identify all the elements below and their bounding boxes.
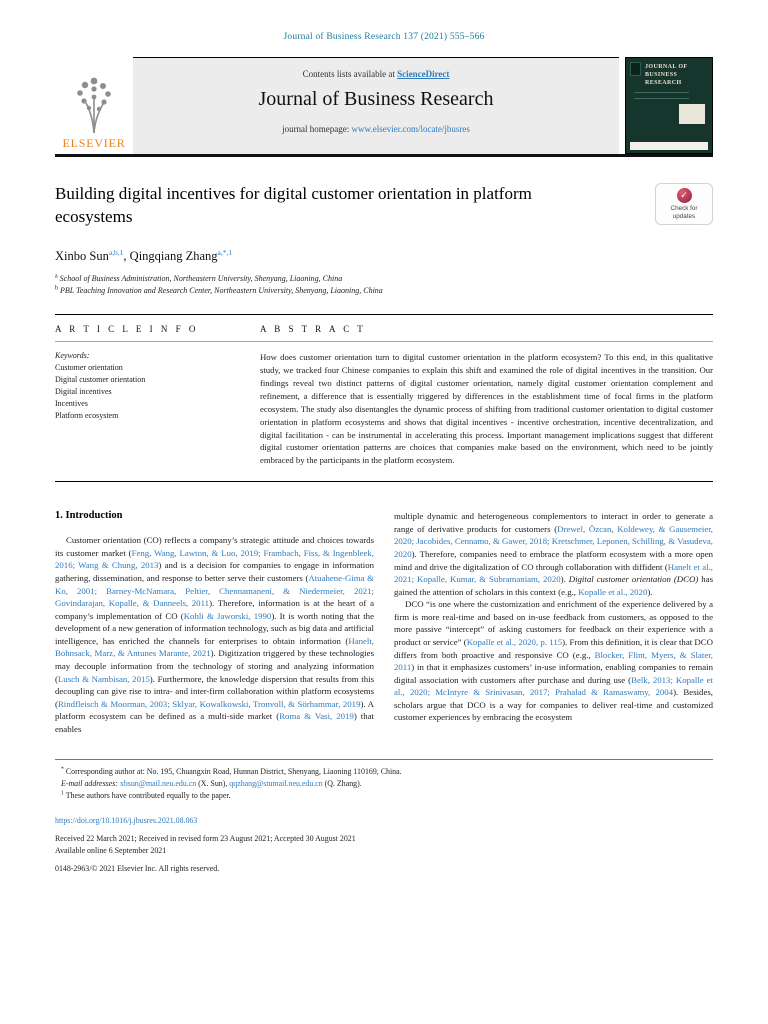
text-span: , Qingqiang Zhang bbox=[123, 248, 218, 263]
contents-line bbox=[133, 69, 619, 79]
text-span: Digital customer orientation (DCO) bbox=[568, 574, 699, 585]
text-span: (Q. Zhang). bbox=[322, 779, 362, 789]
inline-link[interactable]: Feng, Wang, Lawton, & Luo, 2019; Frambach, Fiss, & Ingenbleek, 2016; Wang & Chung, 2013 bbox=[55, 547, 375, 571]
inline-link[interactable]: Roma & Vasi, 2019 bbox=[279, 711, 354, 722]
journal-header-banner bbox=[55, 57, 713, 157]
keyword: Platform ecosystem bbox=[55, 411, 119, 421]
inline-link[interactable]: Blocker, Flint, Myers, & Slater, 2011 bbox=[394, 649, 713, 673]
inline-link[interactable]: Hanelt et al., 2021; Kopalle, Kumar, & Subramaniam, 2020 bbox=[394, 561, 713, 585]
inline-link[interactable]: Lusch & Nambisan, 2015 bbox=[57, 673, 150, 684]
sciencedirect-link[interactable]: ScienceDirect bbox=[397, 69, 450, 79]
cover-barcode bbox=[679, 104, 705, 124]
text-span: (X. Sun), bbox=[196, 779, 230, 789]
footnotes bbox=[55, 766, 713, 802]
keyword: Customer orientation bbox=[55, 363, 123, 373]
text-span: ) in that it emphasizes customers’ in-use information, enabling companies to remain digital association with customers after purchase and during use ( bbox=[394, 662, 713, 685]
affiliation-b bbox=[55, 285, 713, 297]
available-online: Available online 6 September 2021 bbox=[55, 845, 167, 855]
text-span: ). bbox=[647, 586, 653, 597]
abstract-heading: A B S T R A C T bbox=[260, 324, 366, 335]
cover-title: JOURNAL OF BUSINESS RESEARCH bbox=[645, 64, 688, 86]
text-span: ). A platform ecosystem can be defined as a multi-side market ( bbox=[55, 698, 374, 722]
intro-paragraph bbox=[55, 534, 374, 735]
text-span: multiple dynamic and heterogeneous complementors to interact in order to generate a range of derivative products for customers ( bbox=[394, 511, 713, 534]
inline-link[interactable]: Kopalle et al., 2020, p. 115 bbox=[466, 636, 563, 647]
inline-link[interactable]: Belk, 2013; Kopalle et al., 2020; McIntyre & Srinivasan, 2017; Prahalad & Ramaswamy, 2004 bbox=[394, 674, 713, 698]
article-title: Building digital incentives for digital customer orientation in platform ecosystems bbox=[55, 184, 532, 226]
journal-homepage-link[interactable]: www.elsevier.com/locate/jbusres bbox=[351, 124, 470, 134]
text-span: E-mail addresses: bbox=[61, 779, 120, 789]
inline-link[interactable]: Atuahene-Gima & Ko, 2001; Barney-McNamara, Peltier, Chennamaneni, & Niedermeier, 2021; Govindarajan, Kopalle, & Danneels, 2011 bbox=[55, 572, 374, 609]
text-span: ). bbox=[560, 574, 569, 585]
journal-cover-thumbnail bbox=[625, 57, 713, 154]
elsevier-logo bbox=[55, 57, 133, 154]
text-span: ). Digitization triggered by these technologies may decouple information from the technology of storing and analyzing information ( bbox=[55, 648, 374, 684]
intro-paragraph bbox=[394, 510, 713, 598]
keyword: Digital incentives bbox=[55, 387, 112, 397]
keyword: Digital customer orientation bbox=[55, 375, 146, 385]
cover-logo-icon bbox=[630, 62, 641, 76]
text-span: DCO “is one where the customization and enrichment of the experience delivered by a firm is more real-time and based on in-use feedback from customers, as opposed to the more passive “intercept” of asking customers for feedback on their experience with a product or service” ( bbox=[394, 599, 713, 647]
intro-paragraph bbox=[394, 598, 713, 724]
text-span: ). Besides, scholars argue that DCO is a way for companies to deliver real-time and customized customer experiences by embracing the ecosystem bbox=[394, 687, 713, 723]
cover-decoration-line bbox=[634, 92, 689, 93]
contents-prefix: Contents lists available at bbox=[302, 69, 398, 79]
title-row bbox=[55, 183, 713, 229]
text-span: ) and is a decision for companies to engage in information gathering, dissemination, and response to better serve their customers ( bbox=[55, 560, 374, 583]
left-column bbox=[55, 510, 374, 735]
text-span: These authors have contributed equally to the paper. bbox=[63, 791, 231, 801]
inline-link[interactable]: Kopalle et al., 2020 bbox=[578, 586, 648, 597]
inline-link[interactable]: Rindfleisch & Moorman, 2003; Sklyar, Kowalkowski, Tronvoll, & Sörhammar, 2019 bbox=[57, 698, 361, 709]
keyword: Incentives bbox=[55, 399, 88, 409]
homepage-prefix: journal homepage: bbox=[282, 124, 352, 134]
crossmark-icon: ✓ bbox=[677, 188, 692, 203]
equal-contribution-note bbox=[55, 790, 713, 802]
text-span: ) that enables bbox=[55, 711, 374, 734]
text-span: ). It is worth noting that the development of a new generation of information technology, such as big data and artificial intelligence, has enriched the channels for enterprises to obtain information ( bbox=[55, 610, 374, 646]
article-info-abstract-section bbox=[55, 314, 713, 482]
inline-link[interactable]: Kohli & Jaworski, 1990 bbox=[183, 610, 272, 621]
text-span: School of Business Administration, Northeastern University, Shenyang, Liaoning, China bbox=[57, 273, 343, 283]
elsevier-wordmark: ELSEVIER bbox=[62, 136, 126, 150]
section-heading: 1. Introduction bbox=[55, 510, 123, 522]
inline-link[interactable]: qqzhang@stumail.neu.edu.cn bbox=[229, 779, 323, 789]
inline-link[interactable]: Hanelt, Bohnsack, Marz, & Antunes Marante, 2021 bbox=[55, 635, 374, 659]
text-span: ). Furthermore, the knowledge dispersion that results from this decoupling can give rise to intra- and inter-firm collaboration within platform ecosystems ( bbox=[55, 673, 374, 709]
inline-link[interactable]: xbsun@mail.neu.edu.cn bbox=[119, 779, 197, 789]
affiliation-a bbox=[55, 273, 713, 285]
text-span: ). From this definition, it is clear that DCO differs from both proactive and responsive CO (e.g., bbox=[394, 636, 713, 660]
cover-footer-strip bbox=[630, 142, 708, 150]
info-abstract-body bbox=[55, 351, 713, 467]
check-badge-label: Check for updates bbox=[670, 205, 698, 220]
doi-link[interactable]: https://doi.org/10.1016/j.jbusres.2021.08.063 bbox=[55, 816, 198, 826]
inline-link[interactable]: a,b,1 bbox=[108, 247, 124, 257]
journal-ref: Journal of Business Research 137 (2021) 555–566 bbox=[283, 32, 485, 42]
elsevier-tree-icon bbox=[71, 75, 117, 135]
text-span: PBL Teaching Innovation and Research Center, Northeastern University, Shenyang, Liaoning, China bbox=[58, 285, 383, 295]
homepage-line bbox=[133, 124, 619, 134]
text-span: b bbox=[55, 285, 58, 292]
journal-banner-center bbox=[133, 57, 619, 154]
issn-copyright: 0148-2963/© 2021 Elsevier Inc. All rights reserved. bbox=[55, 863, 220, 873]
text-span: has gained the attention of scholars in this context (e.g., bbox=[394, 574, 713, 597]
abstract-block bbox=[260, 351, 713, 467]
keywords-label: Keywords: bbox=[55, 351, 90, 361]
text-span: * bbox=[61, 766, 64, 773]
inline-link[interactable]: Drewel, Özcan, Koldewey, & Gausemeier, 2020; Jacobides, Cennamo, & Gawer, 2018; Kretschmer, Leponen, Schilling, & Vasudeva, 2020 bbox=[394, 523, 713, 559]
corresponding-author-note bbox=[55, 766, 713, 778]
text-span: 1 bbox=[61, 790, 64, 797]
article-info-heading: A R T I C L E I N F O bbox=[55, 324, 199, 335]
cover-decoration-line bbox=[634, 98, 689, 99]
journal-title: Journal of Business Research bbox=[258, 88, 494, 110]
affiliations bbox=[55, 273, 713, 298]
inline-link[interactable]: a,*,1 bbox=[217, 247, 233, 257]
header-divider bbox=[55, 341, 713, 342]
text-span: Corresponding author at: No. 195, Chuangxin Road, Hunnan District, Shenyang, Liaoning 110169, China. bbox=[63, 767, 402, 777]
text-span: Xinbo Sun bbox=[55, 248, 109, 263]
author-line bbox=[55, 249, 713, 264]
text-span: a bbox=[55, 272, 58, 279]
check-for-updates-badge[interactable] bbox=[655, 183, 713, 225]
text-span: ). Therefore, information is at the heart of a company’s implementation of CO ( bbox=[55, 598, 374, 621]
footnote-divider bbox=[55, 759, 713, 760]
right-column bbox=[394, 510, 713, 735]
section-headers bbox=[55, 324, 713, 334]
keywords-block bbox=[55, 351, 230, 467]
introduction-section bbox=[55, 510, 713, 735]
article-history-block bbox=[55, 815, 713, 874]
email-addresses-note bbox=[55, 778, 713, 790]
received-dates: Received 22 March 2021; Received in revised form 23 August 2021; Accepted 30 August 2021 bbox=[55, 833, 356, 843]
text-span: Customer orientation (CO) reflects a company’s strategic attitude and choices towards its customer market ( bbox=[55, 535, 374, 558]
abstract-text: How does customer orientation turn to digital customer orientation in the platform ecosystem? To this end, in this qualitative study, we tracked four Chinese companies to explain this shift and examined the role of digital incentives in the transition. Our findings reveal two distinct patterns of digital customer orientation, namely digital customer orientation complement and refinement, a difference that is essentially triggered by differences in the establishment time of focal firms in the platform ecosystem. The study also disentangles the dynamic process of shifting from traditional customer orientation to digital customer orientation in platform ecosystems and shows that digital incentives - incentive orchestration, incentive decentralization, and digital facilitation - can be instrumental in accelerating this process. Important management implications suggest that different digital customer orientation patterns are choices that companies make based on the environment, which need to be jointly embraced by the participants in the platform ecosystem. bbox=[260, 352, 713, 466]
text-span: ). Therefore, companies need to embrace the platform ecosystem with a more open mind and drive the digitalization of CO through collaboration with diffident ( bbox=[394, 548, 713, 572]
